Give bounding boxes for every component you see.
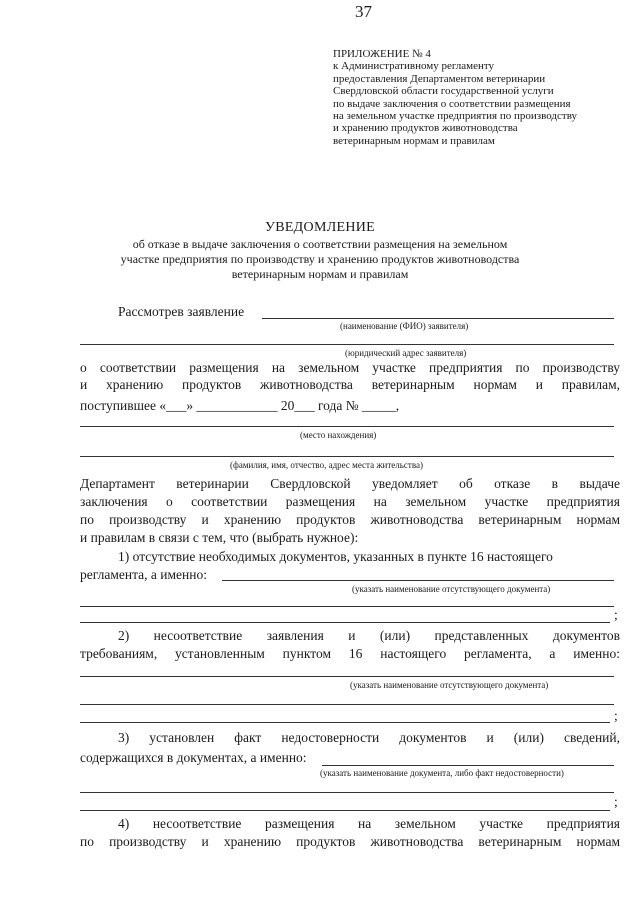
reason-4-line: 4) несоответствие размещения на земельном участке предприятия: [118, 816, 620, 831]
hint-location: (место нахождения): [300, 430, 377, 440]
reason-3-field[interactable]: [80, 810, 610, 811]
body-line: Департамент ветеринарии Свердловской уведомляет об отказе в выдаче: [80, 476, 620, 491]
subtitle-line: об отказе в выдаче заключения о соответствии размещения на земельном: [132, 237, 508, 251]
reason-3-line: 3) установлен факт недостоверности документов и (или) сведений,: [118, 730, 620, 745]
reason-3-field[interactable]: [80, 792, 614, 793]
appendix-line: на земельном участке предприятия по производству: [333, 110, 578, 123]
reason-1-field[interactable]: [222, 580, 614, 581]
person-line[interactable]: [80, 456, 614, 457]
appendix-line: и хранению продуктов животноводства: [333, 122, 518, 135]
reason-1-field[interactable]: [80, 622, 610, 623]
reason-2-line: требованиям, установленным пунктом 16 настоящего регламента, а именно:: [80, 646, 620, 661]
appendix-block: [333, 48, 633, 147]
semicolon: ;: [614, 607, 618, 622]
reason-3-line: содержащихся в документах, а именно:: [80, 750, 307, 765]
body-line: и хранению продуктов животноводства ветеринарным нормам и правилам,: [80, 377, 620, 392]
document-subtitle: [0, 237, 640, 282]
hint-doc-or-fact: (указать наименование документа, либо факт недостоверности): [320, 768, 564, 778]
appendix-line: ветеринарным нормам и правилам: [333, 134, 495, 147]
reason-1-line: 1) отсутствие необходимых документов, указанных в пункте 16 настоящего: [118, 549, 553, 564]
document-title: УВЕДОМЛЕНИЕ: [264, 220, 376, 235]
considered-label: Рассмотрев заявление: [118, 304, 245, 319]
location-line[interactable]: [80, 426, 614, 427]
received-line: поступившее «___» ____________ 20___ года № _____,: [80, 398, 400, 413]
appendix-line: предоставления Департаментом ветеринарии: [333, 72, 546, 85]
reason-2-field[interactable]: [80, 676, 614, 677]
hint-missing-doc-2: (указать наименование отсутствующего документа): [350, 680, 549, 690]
semicolon: ;: [614, 708, 618, 723]
body-line: и правилам в связи с тем, что (выбрать нужное):: [80, 530, 359, 545]
reason-3-field[interactable]: [322, 765, 614, 766]
applicant-name-line[interactable]: [262, 318, 614, 319]
body-line: заключения о соответствии размещения на земельном участке предприятия: [80, 494, 620, 509]
appendix-line: ПРИЛОЖЕНИЕ № 4: [333, 48, 431, 60]
hint-applicant-name: (наименование (ФИО) заявителя): [340, 321, 469, 331]
legal-address-line[interactable]: [80, 344, 614, 345]
reason-4-line: по производству и хранению продуктов животноводства ветеринарным нормам: [80, 834, 620, 849]
body-line: по производству и хранению продуктов животноводства ветеринарным нормам: [80, 512, 620, 527]
appendix-line: по выдаче заключения о соответствии размещения: [333, 97, 571, 110]
reason-1-field[interactable]: [80, 606, 614, 607]
semicolon: ;: [614, 794, 618, 809]
page-number: 37: [355, 2, 372, 21]
reason-2-line: 2) несоответствие заявления и (или) представленных документов: [118, 628, 620, 643]
appendix-line: к Административному регламенту: [333, 60, 495, 73]
subtitle-line: участке предприятия по производству и хранению продуктов животноводства: [120, 252, 520, 266]
body-line: о соответствии размещения на земельном участке предприятия по производству: [80, 360, 620, 375]
reason-2-field[interactable]: [80, 722, 610, 723]
subtitle-line: ветеринарным нормам и правилам: [231, 267, 409, 281]
hint-person: (фамилия, имя, отчество, адрес места жительства): [230, 460, 423, 470]
reason-1-line: регламента, а именно:: [80, 567, 207, 582]
hint-legal-address: (юридический адрес заявителя): [345, 348, 467, 358]
appendix-line: Свердловской области государственной услуги: [333, 85, 554, 98]
reason-2-field[interactable]: [80, 704, 614, 705]
hint-missing-doc-1: (указать наименование отсутствующего документа): [352, 584, 551, 594]
